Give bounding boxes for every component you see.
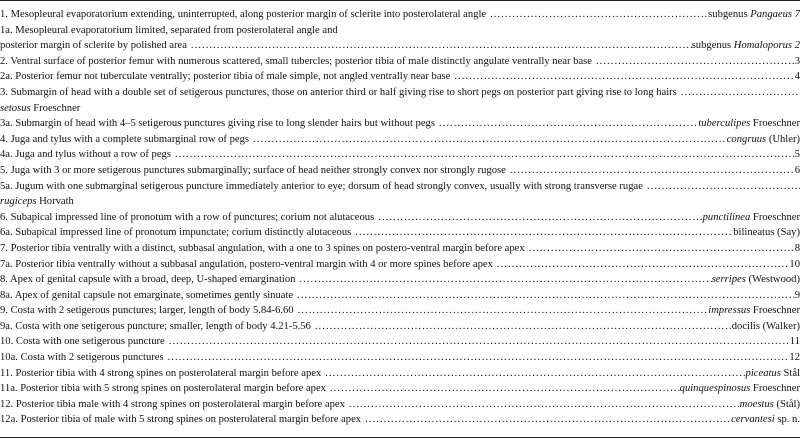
couplet-result [746, 366, 800, 382]
couplet-result [732, 319, 800, 335]
key-couplet [0, 257, 800, 273]
key-line [0, 288, 800, 304]
couplet-text: 10. Costa with one setigerous puncture [0, 336, 165, 348]
taxon-author: Froeschner [750, 305, 800, 317]
couplet-text: 8. Apex of genital capsule with a broad, deep, U-shaped emargination [0, 274, 296, 286]
key-couplet [0, 381, 800, 397]
identification-key [0, 7, 800, 428]
key-couplet [0, 7, 800, 23]
key-line [0, 54, 800, 70]
taxon-author: Froeschner [750, 383, 800, 395]
couplet-result [708, 303, 800, 319]
couplet-result [795, 147, 800, 163]
key-line [0, 85, 800, 101]
key-line [0, 334, 800, 350]
couplet-result [692, 38, 800, 54]
key-line [0, 225, 800, 241]
bottom-rule [0, 437, 800, 438]
key-couplet [0, 241, 800, 257]
taxon-author: Froeschner [750, 118, 800, 130]
leader-dots [351, 225, 733, 241]
couplet-result [795, 163, 800, 179]
taxon-author: Froeschner [30, 102, 81, 114]
result-plain: docilis (Walker) [731, 320, 800, 332]
leader-dots [187, 38, 692, 54]
couplet-text: 12. Posterior tibia male with 4 strong spines on posterolateral margin before apex [0, 398, 345, 410]
couplet-result-continued [0, 101, 800, 117]
result-plain: 5 [794, 149, 800, 161]
taxon-author: Horvath [36, 196, 74, 208]
couplet-text: 1. Mesopleural evaporatorium extending, uninterrupted, along posterior margin of sclerite into posterolateral angle [0, 9, 487, 20]
couplet-result [708, 7, 800, 23]
result-plain: 12 [789, 352, 800, 364]
couplet-result [789, 257, 800, 273]
key-line [0, 147, 800, 163]
couplet-text: 3. Submargin of head with a double set of setigerous punctures, those on anterior third or half giving rise to short pegs on posterior part giving rise to long hairs [0, 86, 677, 98]
key-line [0, 69, 800, 85]
taxon-author: (Stål) [773, 398, 800, 410]
couplet-result [712, 272, 800, 288]
leader-dots [506, 163, 795, 179]
couplet-text: 6. Subapical impressed line of pronotum with a row of punctures; corium not alutaceous [0, 211, 375, 223]
taxon-author: Froeschner [750, 211, 800, 223]
couplet-text: 11a. Posterior tibia with 5 strong spines on posterolateral margin before apex [0, 383, 326, 395]
key-line [0, 163, 800, 179]
couplet-text: 1a. Mesopleural evaporatorium limited, separated from posterolateral angle and [0, 24, 338, 36]
key-line [0, 210, 800, 226]
key-line [0, 257, 800, 273]
couplet-text: 4. Juga and tylus with a complete submarginal row of pegs [0, 133, 250, 145]
result-plain: 11 [789, 336, 800, 348]
key-couplet [0, 412, 800, 428]
taxon-name: impressus [708, 305, 751, 317]
taxon-name: Pangaeus 7 [750, 9, 800, 20]
taxon-author: (Uhler) [766, 133, 800, 145]
result-plain: 9 [794, 289, 800, 301]
key-couplet [0, 319, 800, 335]
leader-dots [249, 132, 727, 148]
couplet-result [731, 412, 800, 428]
key-couplet [0, 116, 800, 132]
key-line [0, 319, 800, 335]
taxon-name: Homaloporus 2 [733, 40, 800, 52]
couplet-result [703, 210, 800, 226]
leader-dots [311, 319, 732, 335]
leader-dots [486, 7, 708, 23]
couplet-text: 6a. Subapical impressed line of pronotum impunctate; corium distinctly alutaceous [0, 227, 352, 239]
couplet-result [727, 132, 800, 148]
leader-dots [321, 366, 745, 382]
leader-dots [435, 116, 698, 132]
taxon-name: quinquespinosus [679, 383, 751, 395]
couplet-result [698, 116, 800, 132]
couplet-text: 2a. Posterior femur not tuberculate ventrally; posterior tibia of male simple, not angled ventrally near base [0, 71, 451, 83]
result-plain: 4 [794, 71, 800, 83]
couplet-text: 5. Juga with 3 or more setigerous punctures submarginally; surface of head neither strongly convex nor strongly rugose [0, 164, 506, 176]
key-couplet [0, 179, 800, 210]
result-plain: subgenus [691, 40, 734, 52]
taxon-author: Stål [780, 367, 800, 379]
couplet-text: 10a. Costa with 2 setigerous punctures [0, 352, 164, 364]
key-line [0, 412, 800, 428]
key-line [0, 303, 800, 319]
result-plain: 6 [794, 164, 800, 176]
taxon-name: rugiceps [0, 196, 37, 208]
key-line [0, 7, 800, 23]
leader-dots [345, 397, 740, 413]
key-couplet [0, 132, 800, 148]
result-plain: bilineatus (Say) [733, 227, 800, 239]
key-line [0, 38, 800, 54]
result-plain: 10 [789, 258, 800, 270]
key-couplet [0, 54, 800, 70]
key-couplet [0, 397, 800, 413]
leader-dots [592, 54, 795, 70]
result-plain: 8 [794, 242, 800, 254]
leader-dots [493, 257, 790, 273]
couplet-result [790, 334, 800, 350]
key-line [0, 350, 800, 366]
couplet-text: 7. Posterior tibia ventrally with a distinct, subbasal angulation, with a one to 3 spines on postero-ventral margin before apex [0, 242, 525, 254]
couplet-text: 2. Ventral surface of posterior femur with numerous scattered, small tubercles; posterior tibia of male distinctly angulate ventrally near base [0, 55, 592, 67]
taxon-name: piceatus [745, 367, 781, 379]
couplet-result [795, 288, 800, 304]
result-plain: 3 [794, 55, 800, 67]
couplet-text: 8a. Apex of genital capsule not emarginate, sometimes gently sinuate [0, 289, 294, 301]
couplet-text: posterior margin of sclerite by polished area [0, 40, 187, 52]
couplet-result [680, 381, 800, 397]
result-plain: subgenus [708, 9, 751, 20]
key-couplet [0, 147, 800, 163]
key-line [0, 272, 800, 288]
leader-dots [164, 350, 790, 366]
key-line [0, 179, 800, 195]
key-line [0, 241, 800, 257]
key-couplet [0, 163, 800, 179]
taxon-name: moestus [739, 398, 774, 410]
leader-dots [295, 272, 711, 288]
leader-dots [643, 179, 800, 195]
leader-dots [677, 85, 800, 101]
key-couplet [0, 366, 800, 382]
key-couplet [0, 225, 800, 241]
key-line [0, 116, 800, 132]
taxon-name: setosus [0, 102, 31, 114]
leader-dots [171, 147, 795, 163]
couplet-text: 4a. Juga and tylus without a row of pegs [0, 149, 171, 161]
key-couplet [0, 69, 800, 85]
couplet-result [733, 225, 800, 241]
taxon-name: punctilinea [702, 211, 751, 223]
couplet-result [795, 241, 800, 257]
taxon-name: tuberculipes [698, 118, 751, 130]
key-line [0, 23, 800, 39]
leader-dots [361, 412, 731, 428]
key-couplet [0, 288, 800, 304]
taxon-name: cervantesi [731, 414, 775, 426]
couplet-result [740, 397, 800, 413]
key-line [0, 381, 800, 397]
key-couplet [0, 350, 800, 366]
key-couplet [0, 334, 800, 350]
taxon-name: serripes [711, 274, 746, 286]
couplet-text: 11. Posterior tibia with 4 strong spines on posterolateral margin before apex [0, 367, 322, 379]
leader-dots [525, 241, 795, 257]
key-line [0, 397, 800, 413]
key-couplet [0, 303, 800, 319]
key-couplet [0, 272, 800, 288]
couplet-text: 12a. Posterior tibia of male with 5 strong spines on posterolateral margin before apex [0, 414, 362, 426]
key-line [0, 366, 800, 382]
key-couplet [0, 23, 800, 54]
couplet-text: 9a. Costa with one setigerous puncture; smaller, length of body 4.21-5.56 [0, 320, 311, 332]
taxon-author: (Westwood) [745, 274, 800, 286]
leader-dots [294, 303, 709, 319]
couplet-text: 5a. Jugum with one submarginal setigerous puncture immediately anterior to eye; dorsum of head strongly convex, usually with strong transverse rugae [0, 180, 643, 192]
couplet-result-continued [0, 194, 800, 210]
top-rule [0, 0, 800, 1]
leader-dots [450, 69, 794, 85]
couplet-result [795, 54, 800, 70]
key-couplet [0, 85, 800, 116]
taxon-name: congruus [726, 133, 767, 145]
couplet-result [789, 350, 800, 366]
leader-dots [293, 288, 795, 304]
couplet-text: 9. Costa with 2 setigerous punctures; larger, length of body 5.84-6.60 [0, 305, 294, 317]
key-couplet [0, 210, 800, 226]
leader-dots [374, 210, 702, 226]
leader-dots [326, 381, 680, 397]
couplet-text: 7a. Posterior tibia ventrally without a subbasal angulation, postero-ventral margin with 4 or more spines before apex [0, 258, 493, 270]
taxon-author: sp. n. [774, 414, 800, 426]
couplet-result [795, 69, 800, 85]
key-line [0, 132, 800, 148]
couplet-text: 3a. Submargin of head with 4–5 setigerous punctures giving rise to long slender hairs but without pegs [0, 118, 435, 130]
leader-dots [165, 334, 790, 350]
